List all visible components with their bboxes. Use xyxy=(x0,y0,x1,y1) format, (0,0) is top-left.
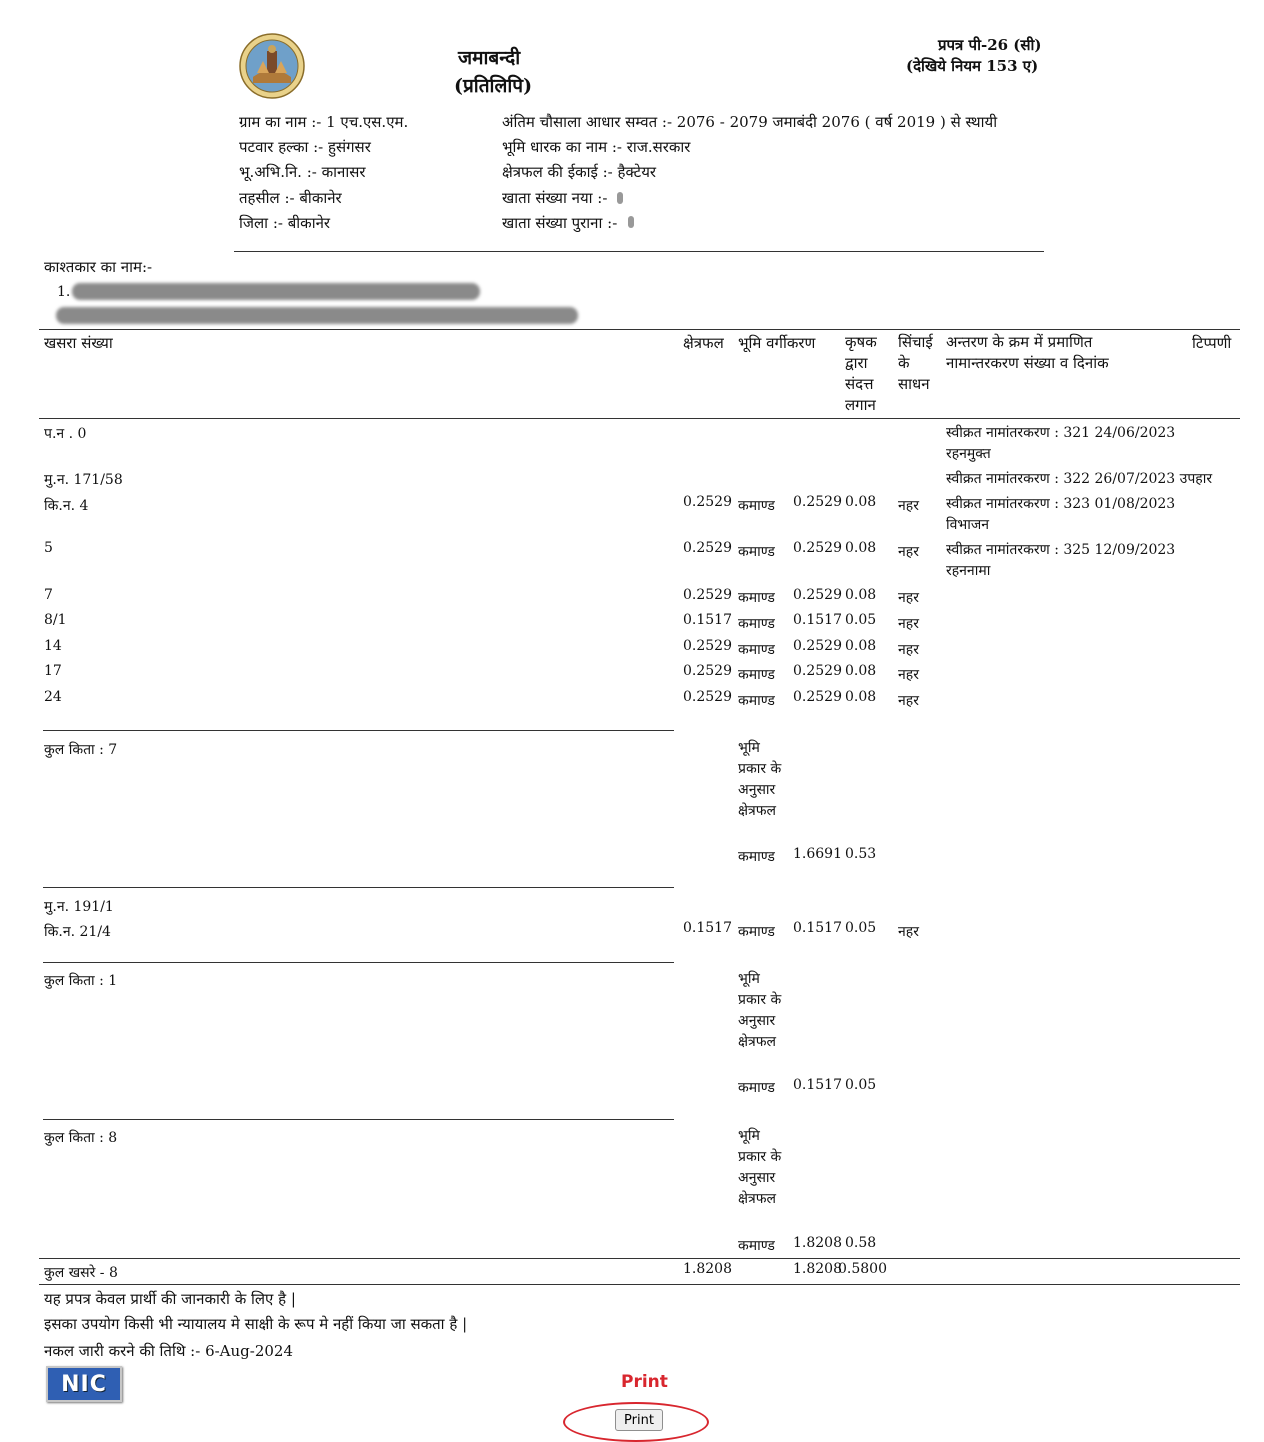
classification-cell: कमाण्ड xyxy=(738,590,775,606)
col-remarks: टिप्पणी xyxy=(1192,334,1232,352)
irrigation-cell: नहर xyxy=(898,924,919,940)
area-cell: 0.1517 xyxy=(683,612,732,628)
area-by-land-type-label: भूमि प्रकार के अनुसार क्षेत्रफल xyxy=(738,971,782,1050)
area-cell: 0.2529 xyxy=(683,587,732,603)
classification-area-cell: 0.2529 xyxy=(793,540,842,556)
print-annotation-label: Print xyxy=(621,1372,668,1392)
irrigation-cell: नहर xyxy=(898,544,919,560)
total-plots-label: कुल किता : 8 xyxy=(44,1130,118,1146)
table-top-rule xyxy=(39,329,1240,330)
classification-cell: कमाण्ड xyxy=(738,498,775,514)
tehsil: तहसील :- बीकानेर xyxy=(239,189,342,207)
disclaimer-line-2: इसका उपयोग किसी भी न्यायालय मे साक्षी के रूप मे नहीं किया जा सकता है | xyxy=(44,1315,468,1333)
total-rent-cell: 0.53 xyxy=(845,846,877,862)
rent-cell: 0.05 xyxy=(845,920,877,936)
nic-logo-text: NIC xyxy=(61,1371,107,1397)
irrigation-cell: नहर xyxy=(898,642,919,658)
rent-cell: 0.08 xyxy=(845,689,877,705)
area-unit: क्षेत्रफल की ईकाई :- हैक्टेयर xyxy=(502,163,657,181)
khasra-cell: 8/1 xyxy=(44,612,67,628)
classification-cell: कमाण्ड xyxy=(738,544,775,560)
area-cell: 0.1517 xyxy=(683,920,732,936)
redacted-cultivator-name-2 xyxy=(56,307,578,324)
rent-cell: 0.08 xyxy=(845,663,877,679)
col-farmer-rent: कृषक द्वारा संदत्त लगान xyxy=(845,333,877,414)
grand-total-top-rule xyxy=(39,1258,1240,1259)
rent-cell: 0.05 xyxy=(845,612,877,628)
total-rent-cell: 0.05 xyxy=(845,1077,877,1093)
redacted-cultivator-name-1 xyxy=(72,283,480,300)
classification-area-cell: 0.2529 xyxy=(793,494,842,510)
chausala-basis-year: अंतिम चौसाला आधार सम्वत :- 2076 - 2079 जमाबंदी 2076 ( वर्ष 2019 ) से स्थायी xyxy=(502,113,998,131)
rajasthan-emblem-icon xyxy=(239,33,305,99)
redacted-khata-new xyxy=(617,192,623,204)
khasra-cell: 24 xyxy=(44,689,62,705)
khasra-cell: 14 xyxy=(44,638,62,654)
total-area-cell: 0.1517 xyxy=(793,1077,842,1093)
land-record-inspector: भू.अभि.नि. :- कानासर xyxy=(239,163,366,181)
grand-total-label: कुल खसरे - 8 xyxy=(44,1265,118,1281)
grand-total-rent: 0.5800 xyxy=(838,1261,887,1277)
page-title: जमाबन्दी xyxy=(458,47,521,69)
grand-total-area: 1.8208 xyxy=(683,1261,732,1277)
classification-cell: कमाण्ड xyxy=(738,667,775,683)
total-rent-cell: 0.58 xyxy=(845,1235,877,1251)
col-area: क्षेत्रफल xyxy=(683,334,724,352)
section-divider xyxy=(43,962,674,963)
district: जिला :- बीकानेर xyxy=(239,214,331,232)
form-number: प्रपत्र पी-26 (सी) xyxy=(938,36,1042,54)
pn-label: प.न . 0 xyxy=(44,426,87,442)
mutation-entry: स्वीक्रत नामांतरकरण : 321 24/06/2023 रहनमुक्त xyxy=(946,425,1176,462)
classification-cell: कमाण्ड xyxy=(738,642,775,658)
grand-total-classification-area: 1.8208 xyxy=(793,1261,842,1277)
rent-cell: 0.08 xyxy=(845,540,877,556)
irrigation-cell: नहर xyxy=(898,498,919,514)
area-cell: 0.2529 xyxy=(683,663,732,679)
total-area-cell: 1.8208 xyxy=(793,1235,842,1251)
classification-area-cell: 0.2529 xyxy=(793,663,842,679)
classification-area-cell: 0.2529 xyxy=(793,689,842,705)
khasra-cell: 17 xyxy=(44,663,62,679)
cultivator-index: 1. xyxy=(57,284,71,300)
mn-label-1: मु.न. 171/58 xyxy=(44,472,123,488)
area-cell: 0.2529 xyxy=(683,540,732,556)
grand-total-bottom-rule xyxy=(39,1284,1240,1285)
mutation-entry: स्वीक्रत नामांतरकरण : 325 12/09/2023 रहननामा xyxy=(946,542,1176,579)
irrigation-cell: नहर xyxy=(898,590,919,606)
classification-cell: कमाण्ड xyxy=(738,1238,775,1254)
patwar-halka: पटवार हल्का :- हुसंगसर xyxy=(239,138,371,156)
section-divider xyxy=(43,730,674,731)
area-cell: 0.2529 xyxy=(683,689,732,705)
classification-area-cell: 0.1517 xyxy=(793,920,842,936)
rent-cell: 0.08 xyxy=(845,494,877,510)
header-divider xyxy=(234,251,1044,252)
classification-cell: कमाण्ड xyxy=(738,924,775,940)
irrigation-cell: नहर xyxy=(898,667,919,683)
khasra-cell: कि.न. 21/4 xyxy=(44,924,111,940)
col-khasra-number: खसरा संख्या xyxy=(44,334,113,352)
col-land-classification: भूमि वर्गीकरण xyxy=(738,334,816,352)
classification-cell: कमाण्ड xyxy=(738,616,775,632)
classification-area-cell: 0.2529 xyxy=(793,638,842,654)
section-divider xyxy=(43,1119,674,1120)
classification-cell: कमाण्ड xyxy=(738,1080,775,1096)
village-name: ग्राम का नाम :- 1 एच.एस.एम. xyxy=(239,113,409,131)
khata-old-label: खाता संख्या पुराना :- xyxy=(502,214,618,232)
rule-reference: (देखिये नियम 153 ए) xyxy=(906,57,1039,75)
area-cell: 0.2529 xyxy=(683,494,732,510)
classification-cell: कमाण्ड xyxy=(738,849,775,865)
land-holder-name: भूमि धारक का नाम :- राज.सरकार xyxy=(502,138,691,156)
disclaimer-line-1: यह प्रपत्र केवल प्रार्थी की जानकारी के लिए है | xyxy=(44,1290,296,1308)
total-plots-label: कुल किता : 1 xyxy=(44,973,118,989)
redacted-khata-old xyxy=(628,216,634,228)
page-subtitle: (प्रतिलिपि) xyxy=(454,75,533,97)
irrigation-cell: नहर xyxy=(898,616,919,632)
khasra-cell: 7 xyxy=(44,587,53,603)
total-area-cell: 1.6691 xyxy=(793,846,842,862)
issue-date: नकल जारी करने की तिथि :- 6-Aug-2024 xyxy=(44,1342,294,1360)
print-button[interactable]: Print xyxy=(615,1409,663,1431)
irrigation-cell: नहर xyxy=(898,693,919,709)
cultivator-label: काश्तकार का नाम:- xyxy=(44,258,153,276)
table-header-rule xyxy=(39,418,1240,419)
col-irrigation: सिंचाई के साधन xyxy=(898,333,933,393)
classification-cell: कमाण्ड xyxy=(738,693,775,709)
mutation-entry: स्वीक्रत नामांतरकरण : 323 01/08/2023 विभाजन xyxy=(946,496,1176,533)
area-by-land-type-label: भूमि प्रकार के अनुसार क्षेत्रफल xyxy=(738,1128,782,1207)
classification-area-cell: 0.1517 xyxy=(793,612,842,628)
rent-cell: 0.08 xyxy=(845,587,877,603)
area-by-land-type-label: भूमि प्रकार के अनुसार क्षेत्रफल xyxy=(738,740,782,819)
khasra-cell: 5 xyxy=(44,540,53,556)
total-plots-label: कुल किता : 7 xyxy=(44,742,118,758)
mn-label-2: मु.न. 191/1 xyxy=(44,899,114,915)
nic-logo xyxy=(46,1366,122,1402)
section-divider xyxy=(43,887,674,888)
khasra-cell: कि.न. 4 xyxy=(44,498,89,514)
col-mutation-details: अन्तरण के क्रम में प्रमाणित नामान्तरकरण संख्या व दिनांक xyxy=(946,333,1109,372)
mutation-entry: स्वीक्रत नामांतरकरण : 322 26/07/2023 उपहार xyxy=(946,471,1213,487)
area-cell: 0.2529 xyxy=(683,638,732,654)
khata-new-label: खाता संख्या नया :- xyxy=(502,189,608,207)
rent-cell: 0.08 xyxy=(845,638,877,654)
classification-area-cell: 0.2529 xyxy=(793,587,842,603)
